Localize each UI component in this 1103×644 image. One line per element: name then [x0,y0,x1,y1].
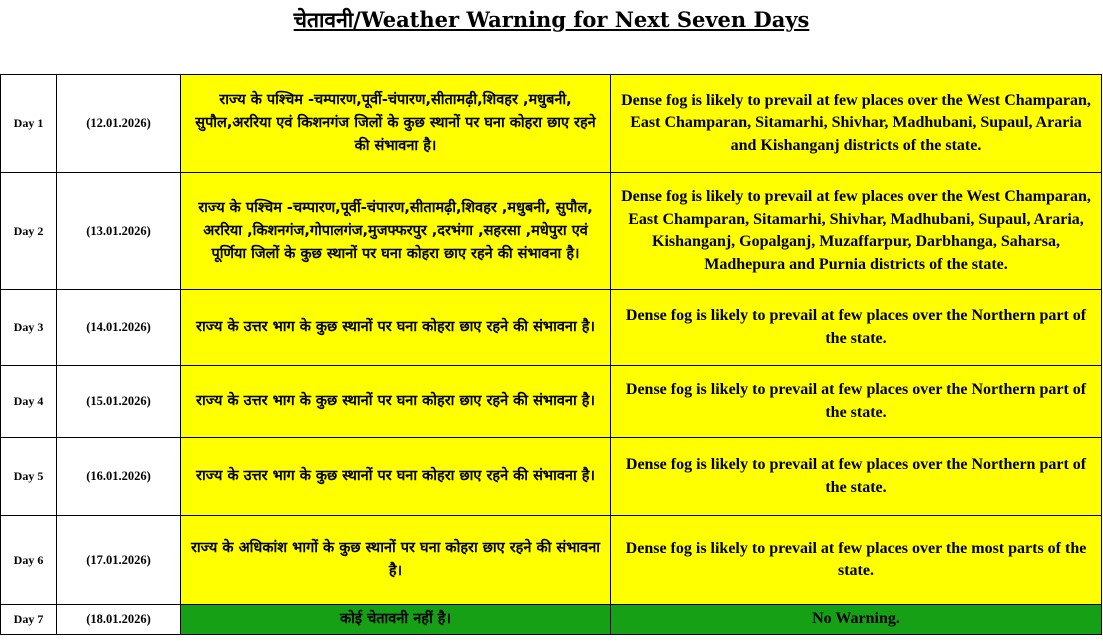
table-row [1,75,1102,173]
date-cell: (14.01.2026) [57,290,181,366]
date-cell: (15.01.2026) [57,366,181,438]
day-label: Day 4 [1,366,57,438]
table-row [1,290,1102,366]
table-row [1,516,1102,605]
table-row [1,366,1102,438]
day-label: Day 1 [1,75,57,173]
hindi-forecast: राज्य के पश्चिम -चम्पारण,पूर्वी-चंपारण,सीतामढ़ी,शिवहर ,मधुबनी, सुपौल,अररिया एवं किशनगंज जिलों के कुछ स्थानों पर घना कोहरा छाए रहने की संभावना है। [181,75,611,173]
date-cell: (17.01.2026) [57,516,181,605]
table-row [1,173,1102,290]
day-label: Day 7 [1,605,57,635]
english-forecast: Dense fog is likely to prevail at few places over the Northern part of the state. [611,366,1102,438]
title-english: /Weather Warning for Next Seven Days [353,7,810,32]
day-label: Day 3 [1,290,57,366]
hindi-forecast: राज्य के उत्तर भाग के कुछ स्थानों पर घना कोहरा छाए रहने की संभावना है। [181,366,611,438]
date-cell: (13.01.2026) [57,173,181,290]
date-cell: (16.01.2026) [57,438,181,516]
english-forecast: Dense fog is likely to prevail at few places over the Northern part of the state. [611,438,1102,516]
day-label: Day 6 [1,516,57,605]
english-forecast: No Warning. [611,605,1102,635]
hindi-forecast: कोई चेतावनी नहीं है। [181,605,611,635]
date-cell: (18.01.2026) [57,605,181,635]
hindi-forecast: राज्य के उत्तर भाग के कुछ स्थानों पर घना कोहरा छाए रहने की संभावना है। [181,438,611,516]
hindi-forecast: राज्य के अधिकांश भागों के कुछ स्थानों पर घना कोहरा छाए रहने की संभावना है। [181,516,611,605]
title-hindi: चेतावनी [293,7,354,32]
date-cell: (12.01.2026) [57,75,181,173]
page-title [0,6,1103,34]
english-forecast: Dense fog is likely to prevail at few places over the West Champaran, East Champaran, Sitamarhi, Shivhar, Madhubani, Supaul, Araria, Kishanganj, Gopalganj, Muzaffarpur, Darbhanga, Saharsa, Madhepura and Purnia districts of the state. [611,173,1102,290]
english-forecast: Dense fog is likely to prevail at few places over the West Champaran, East Champaran, Sitamarhi, Shivhar, Madhubani, Supaul, Araria and Kishanganj districts of the state. [611,75,1102,173]
warning-table [0,74,1102,635]
day-label: Day 5 [1,438,57,516]
hindi-forecast: राज्य के पश्चिम -चम्पारण,पूर्वी-चंपारण,सीतामढ़ी,शिवहर ,मधुबनी, सुपौल, अररिया ,किशनगंज,गोपालगंज,मुजफ्फरपुर ,दरभंगा ,सहरसा ,मधेपुरा एवं पूर्णिया जिलों के कुछ स्थानों पर घना कोहरा छाए रहने की संभावना है। [181,173,611,290]
table-row [1,605,1102,635]
day-label: Day 2 [1,173,57,290]
table-row [1,438,1102,516]
english-forecast: Dense fog is likely to prevail at few places over the Northern part of the state. [611,290,1102,366]
english-forecast: Dense fog is likely to prevail at few places over the most parts of the state. [611,516,1102,605]
hindi-forecast: राज्य के उत्तर भाग के कुछ स्थानों पर घना कोहरा छाए रहने की संभावना है। [181,290,611,366]
